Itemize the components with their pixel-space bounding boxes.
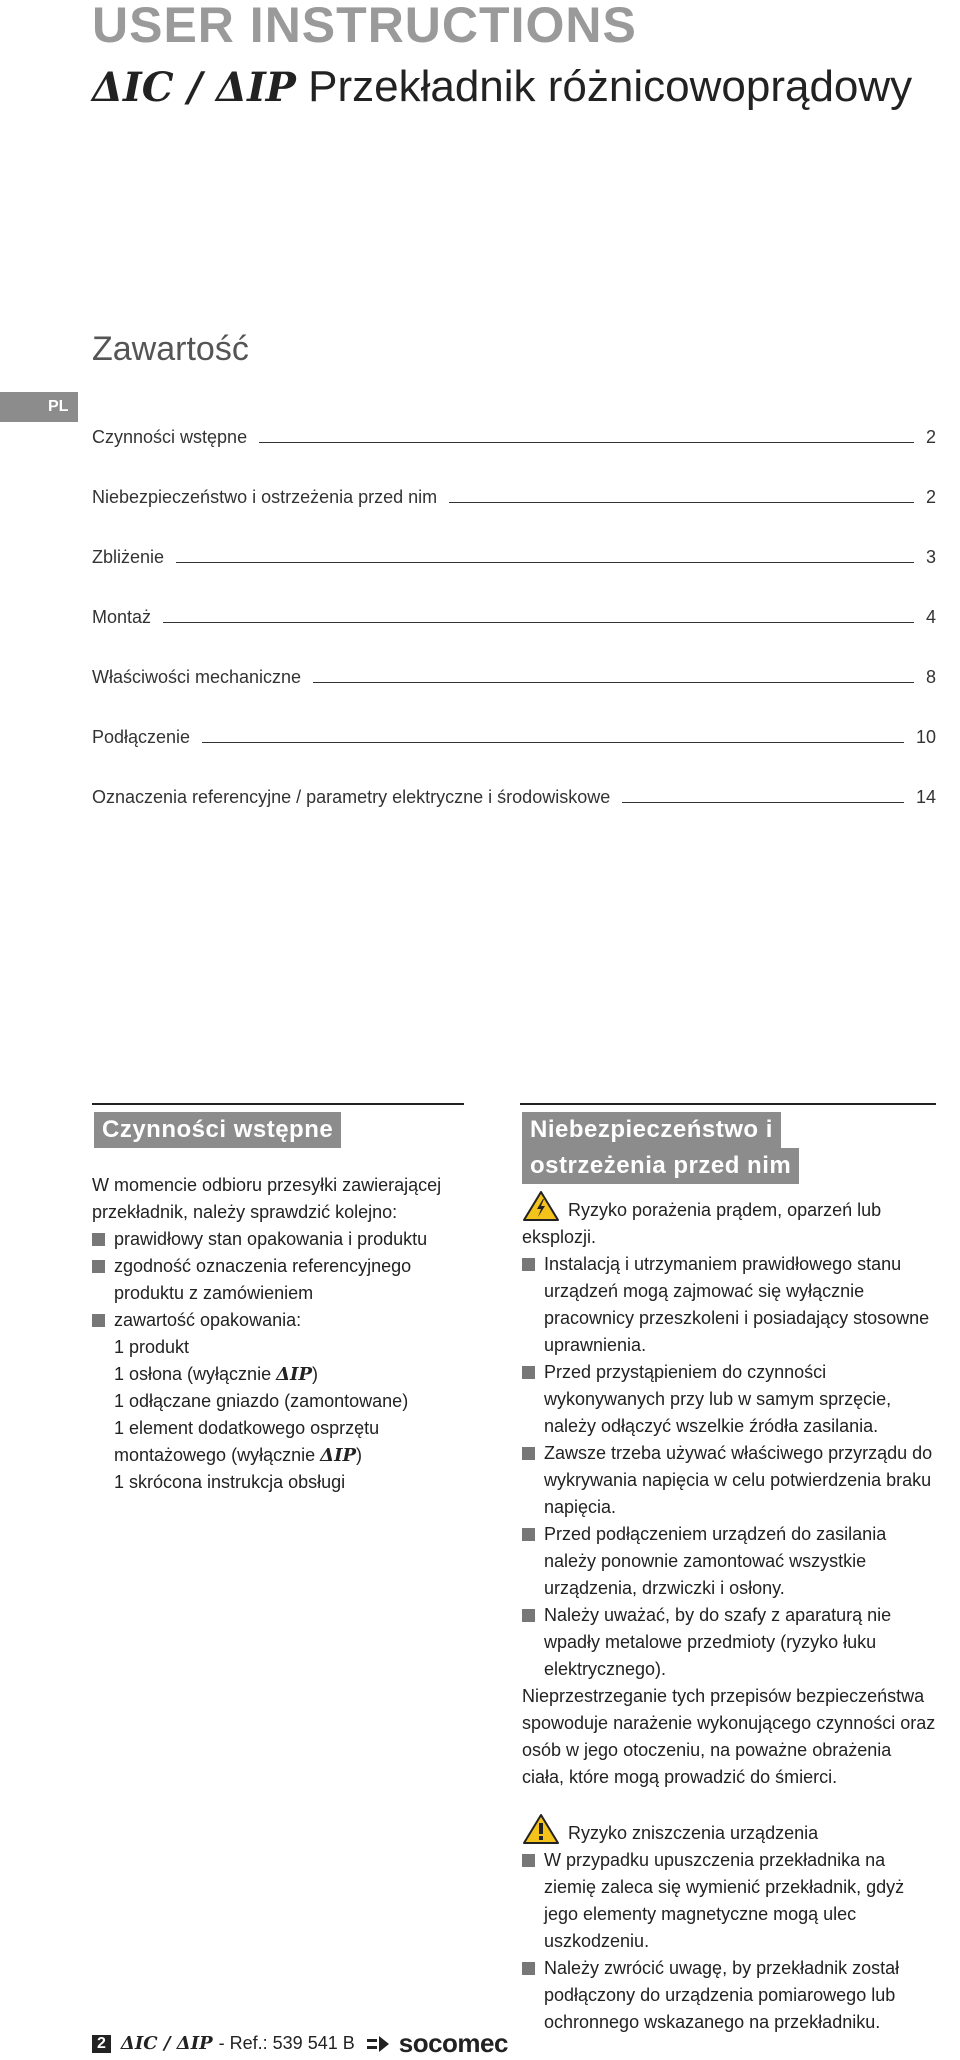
toc-item-page: 10 — [915, 727, 936, 747]
warning-item: W przypadku upuszczenia przekładnika na ziemię zaleca się wymienić przekładnik, gdyż jego elementy magnetyczne mogą ulec uszkodzeniu. — [522, 1847, 936, 1955]
toc-item-label: Właściwości mechaniczne — [92, 667, 302, 687]
toc-item-label: Zbliżenie — [92, 547, 165, 567]
toc-heading: Zawartość — [92, 330, 249, 368]
toc-item[interactable] — [92, 420, 936, 448]
document-label: USER INSTRUCTIONS — [92, 0, 637, 53]
check-item: prawidłowy stan opakowania i produktu — [92, 1226, 464, 1253]
section-heading-danger-2: ostrzeżenia przed nim — [522, 1148, 799, 1184]
toc-item-page: 2 — [925, 487, 936, 507]
toc-leader — [449, 502, 914, 503]
footer — [92, 2028, 508, 2059]
toc-item[interactable] — [92, 480, 936, 508]
title-text: Przekładnik różnicowoprądowy — [308, 62, 913, 111]
brand-logo: socomec — [398, 2028, 508, 2058]
toc-item-label: Oznaczenia referencyjne / parametry elektryczne i środowiskowe — [92, 787, 611, 807]
preliminary-section — [92, 1172, 464, 1496]
package-item: 1 osłona (wyłącznie ΔIP) — [114, 1364, 319, 1385]
warning-item: Przed przystąpieniem do czynności wykonywanych przy lub w samym sprzęcie, należy odłączyć wszelkie źródła zasilania. — [522, 1359, 936, 1440]
toc-item-page: 2 — [925, 427, 936, 447]
warning-item: Należy zwrócić uwagę, by przekładnik został podłączony do urządzenia pomiarowego lub ochronnego wskazanego na przekładniku. — [522, 1955, 936, 2036]
package-item: 1 element dodatkowego osprzętu montażowego (wyłącznie ΔIP) — [114, 1418, 380, 1466]
footer-ref: - Ref.: 539 541 B — [218, 2033, 355, 2053]
toc-leader — [259, 442, 914, 443]
section-rule — [92, 1103, 464, 1105]
page-title — [92, 62, 912, 112]
warning-item: Instalacją i utrzymaniem prawidłowego stanu urządzeń mogą zajmować się wyłącznie pracownicy przeszkoleni i posiadający stosowne uprawnienia. — [522, 1251, 936, 1359]
toc-leader — [202, 742, 904, 743]
footer-symbol: ΔIC / ΔIP — [120, 2033, 213, 2054]
warning-title: Ryzyko porażenia prądem, oparzeń lub eksplozji. — [522, 1190, 936, 1251]
package-item: 1 produkt — [114, 1337, 190, 1357]
package-item: 1 odłączane gniazdo (zamontowane) — [114, 1391, 409, 1411]
toc-item-label: Czynności wstępne — [92, 427, 248, 447]
warning-item: Zawsze trzeba używać właściwego przyrządu do wykrywania napięcia w celu potwierdzenia braku napięcia. — [522, 1440, 936, 1521]
toc-leader — [313, 682, 914, 683]
toc-item-page: 3 — [925, 547, 936, 567]
toc-leader — [176, 562, 914, 563]
check-item: zawartość opakowania: — [92, 1307, 464, 1334]
package-item: 1 skrócona instrukcja obsługi — [114, 1472, 346, 1492]
toc-item[interactable] — [92, 660, 936, 688]
toc-item-label: Niebezpieczeństwo i ostrzeżenia przed nim — [92, 487, 438, 507]
warning-item: Należy uważać, by do szafy z aparaturą nie wpadły metalowe przedmioty (ryzyko łuku elektrycznego). — [522, 1602, 936, 1683]
toc-item[interactable] — [92, 600, 936, 628]
warning-note: Nieprzestrzeganie tych przepisów bezpieczeństwa spowoduje narażenie wykonującego czynności oraz osób w jego otoczeniu, na poważne obrażenia ciała, które mogą prowadzić do śmierci. — [522, 1686, 936, 1787]
toc-item-page: 14 — [915, 787, 936, 807]
warning-icon — [522, 1813, 560, 1845]
toc-leader — [163, 622, 914, 623]
toc-item[interactable] — [92, 540, 936, 568]
warning-title: Ryzyko zniszczenia urządzenia — [522, 1813, 936, 1847]
page-number: 2 — [92, 2035, 111, 2053]
section-rule — [520, 1103, 936, 1105]
toc-item-label: Montaż — [92, 607, 152, 627]
toc-item-page: 4 — [925, 607, 936, 627]
electric-hazard-icon — [522, 1190, 560, 1222]
check-item: zgodność oznaczenia referencyjnego produktu z zamówieniem — [92, 1253, 464, 1307]
toc-item[interactable] — [92, 780, 936, 808]
toc-item-page: 8 — [925, 667, 936, 687]
toc-item-label: Podłączenie — [92, 727, 191, 747]
toc-item[interactable] — [92, 720, 936, 748]
toc-leader — [622, 802, 904, 803]
intro-text: W momencie odbioru przesyłki zawierającej przekładnik, należy sprawdzić kolejno: — [92, 1175, 442, 1222]
warning-item: Przed podłączeniem urządzeń do zasilania należy ponownie zamontować wszystkie urządzenia, drzwiczki i osłony. — [522, 1521, 936, 1602]
section-heading-preliminary: Czynności wstępne — [94, 1112, 341, 1148]
title-symbol: ΔIC / ΔIP — [92, 64, 296, 111]
danger-section — [522, 1190, 936, 2036]
section-heading-danger: Niebezpieczeństwo i — [522, 1112, 781, 1148]
brand-logo-icon — [367, 2036, 389, 2052]
spacer — [522, 1791, 936, 1813]
language-tab: PL — [0, 392, 78, 422]
